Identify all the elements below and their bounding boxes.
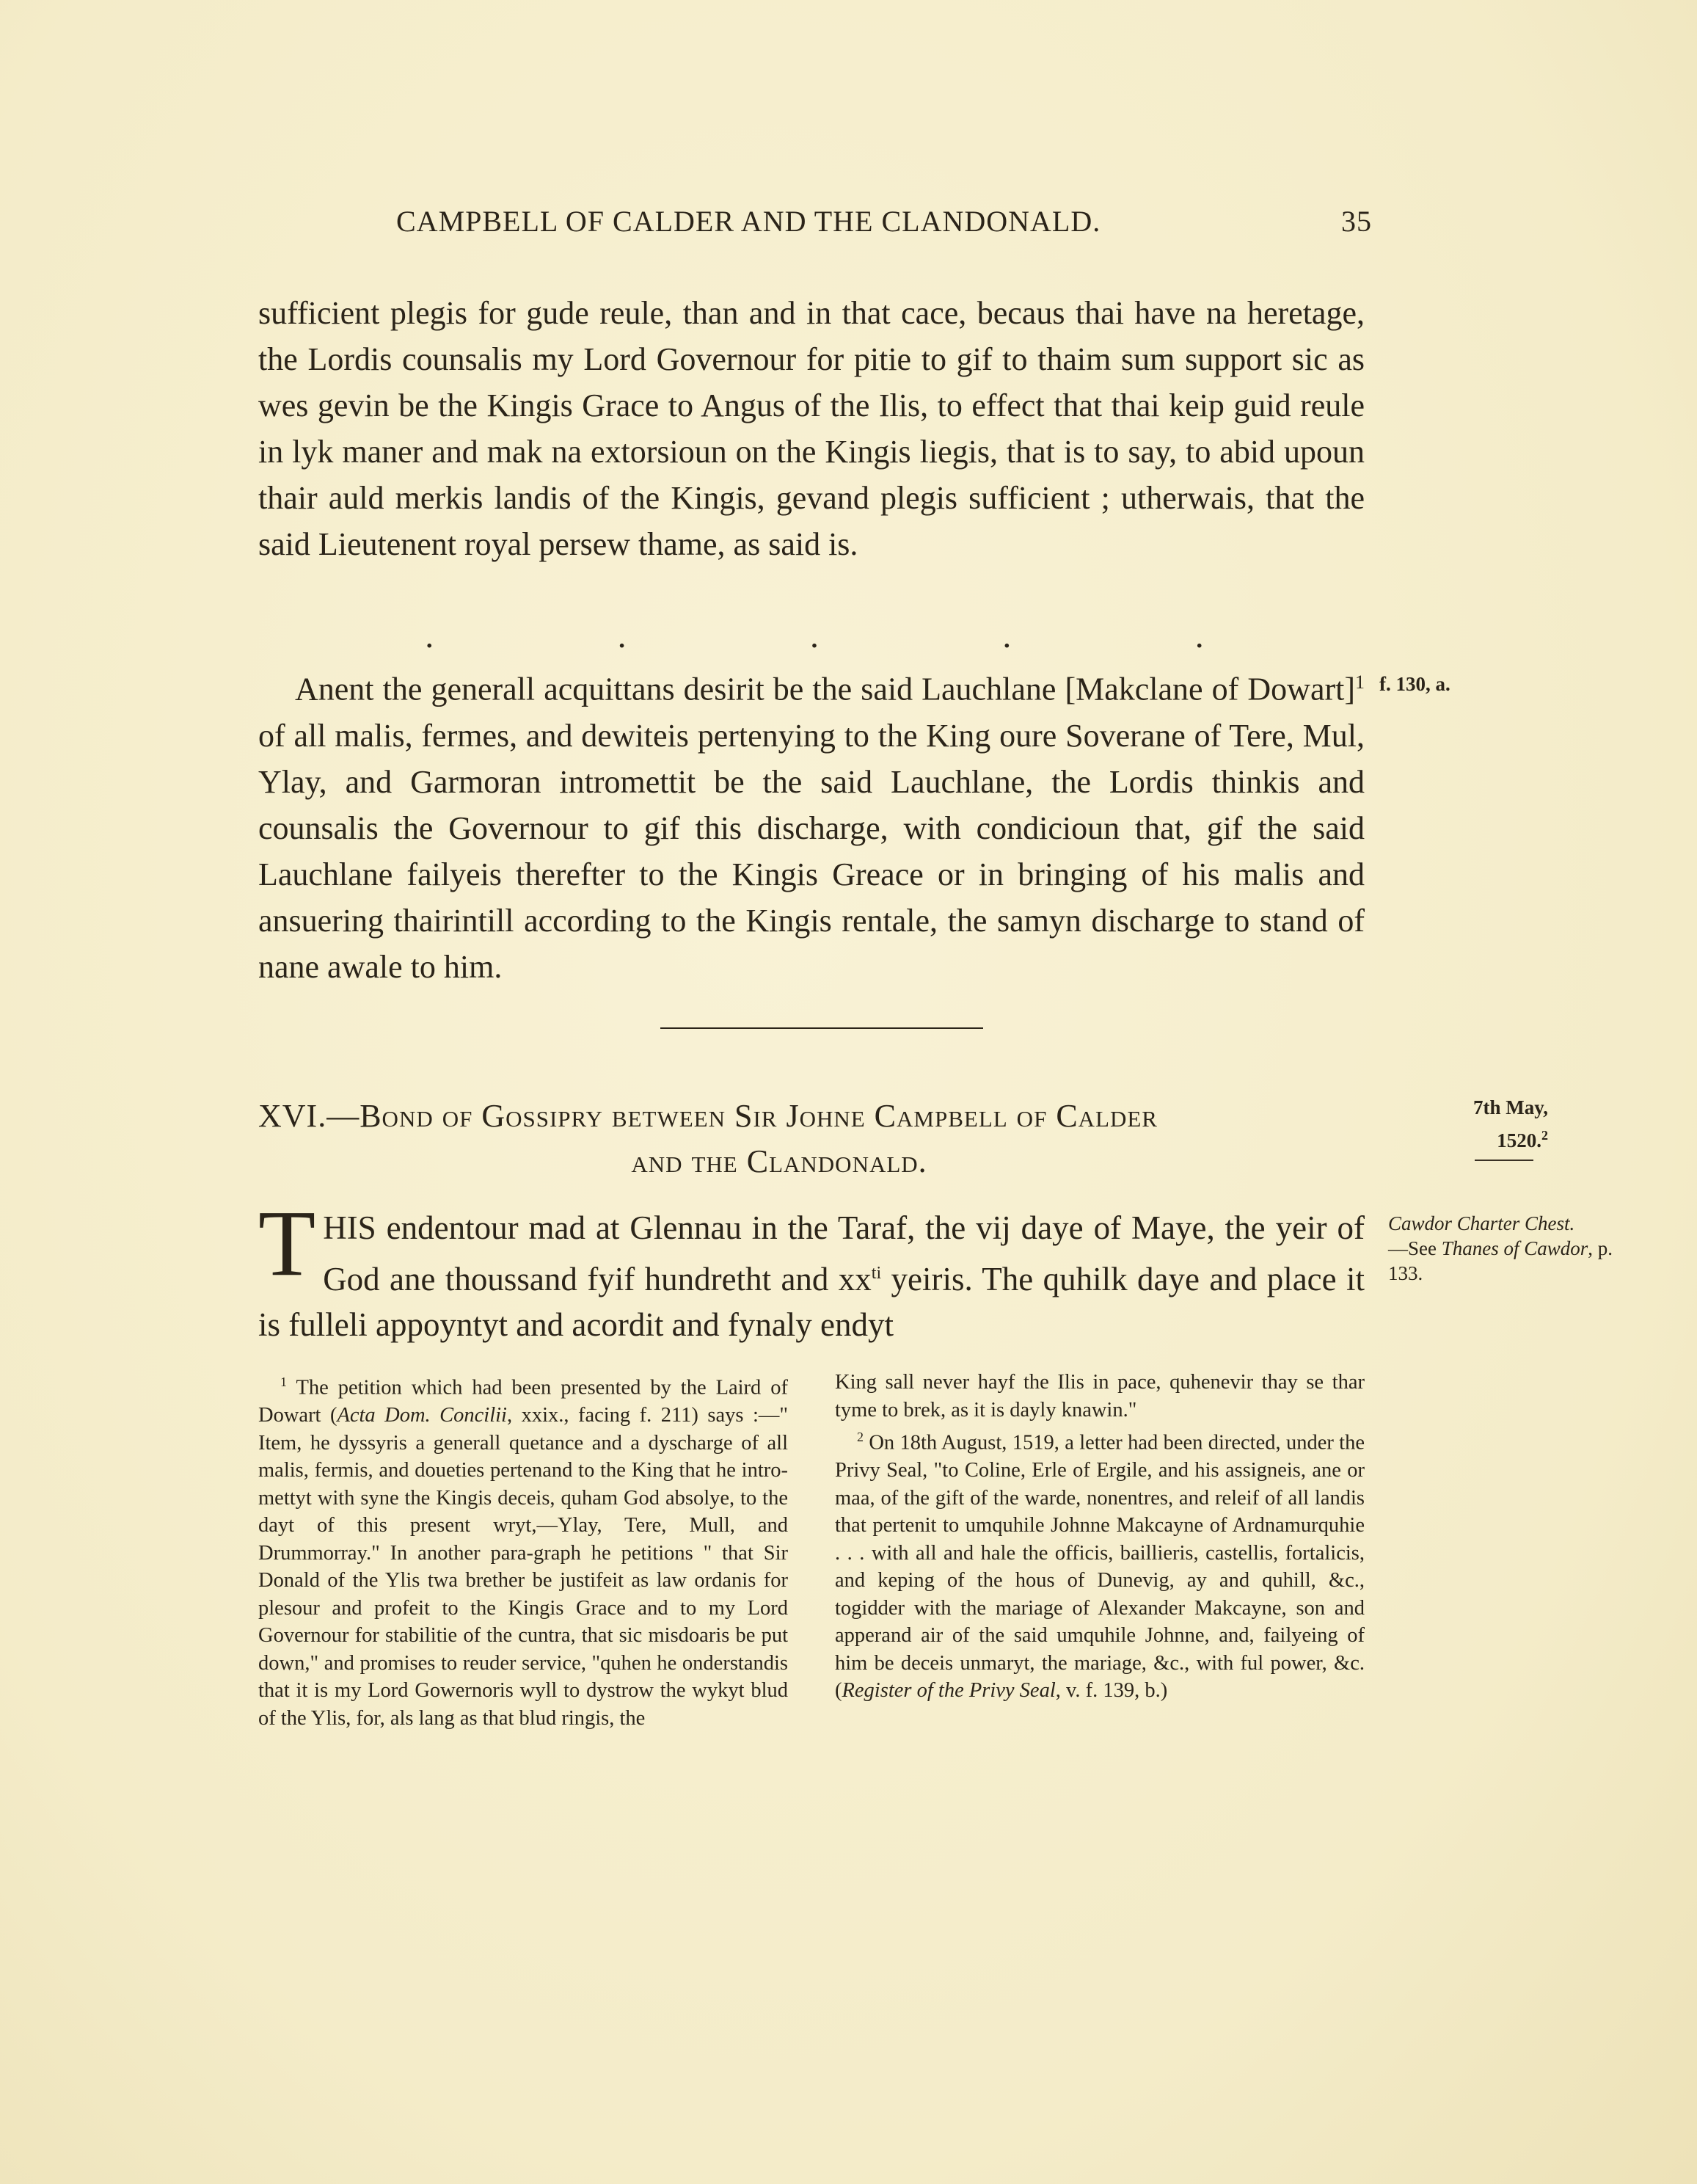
footnote-2-text: On 18th August, 1519, a letter had been directed, under the Privy Seal, "to Coline, Erle of Ergile, and his assigneis, ane or maa, of the gift of the warde, nonentres, and releif of all landis that pertenit to umquhile Johnne Makcayne of Ardnamurquhie . . . with all and hale the officis, baillieris, castellis, fortalicis, and keping of the hous of Dunevig, ay and quhill, &c., togidder with the mariage of Alexander Makcayne, son and apperand air of the said umquhile Johnne, and, failyeing of him be deceis unmaryt, the mariage, &c., with ful power, &c. ( [835, 1431, 1365, 1702]
running-head [257, 204, 1372, 245]
footnote-2-text-cont: , v. f. 139, b.) [1055, 1679, 1168, 1702]
heading-line-2: and the Clandonald. [631, 1143, 927, 1179]
body-paragraph-1: sufficient plegis for gude reule, than and in that cace, becaus thai have na heretage, the Lordis counsalis my Lord Governour for pitie to gif to thaim sum support sic as wes gevin be the Kingis Grace to Angus of the Ilis, to effect that thai keip guid reule in lyk maner and mak na extorsioun on the Kingis liegis, that is to say, to abid upoun thair auld merkis landis of the Kingis, gevand plegis sufficient ; utherwais, that the said Lieutenent royal persew thame, as said is. [258, 295, 1365, 562]
body-paragraph-2 [258, 659, 1365, 990]
footnote-ref-1[interactable]: 1 [1355, 671, 1365, 693]
dot: . [810, 627, 819, 653]
date-line-1: 7th May, [1472, 1096, 1548, 1118]
paragraph-text: Anent the generall acquittans desirit be the said Lauchlane [Makclane of Dowart] [295, 671, 1355, 707]
dot: . [1003, 627, 1011, 653]
drop-cap: T [258, 1191, 316, 1295]
running-title: CAMPBELL OF CALDER AND THE CLANDONALD. [396, 205, 1101, 238]
footnote-1-citation: Acta Dom. Concilii [337, 1404, 507, 1427]
dot: . [1195, 627, 1203, 653]
section-divider [660, 1027, 983, 1029]
source-see: —See [1388, 1237, 1442, 1259]
margin-date [1431, 1093, 1548, 1154]
footnotes [258, 1369, 1365, 1732]
superscript: ti [871, 1264, 882, 1283]
footnote-2-citation: Register of the Privy Seal [842, 1679, 1056, 1702]
footnote-2-number: 2 [857, 1430, 864, 1444]
footnote-2 [835, 1424, 1365, 1705]
source-title: Cawdor Charter Chest. [1388, 1212, 1575, 1234]
footnote-1-text: The petition which had been presented by the Laird of Dowart ( [258, 1376, 788, 1427]
source-book: Thanes of Cawdor [1441, 1237, 1588, 1259]
footnote-column-left [258, 1369, 788, 1732]
charter-text-b: yeiris. The quhilk daye and place it is fulleli appoyntyt and acordit and fynaly endyt [258, 1261, 1365, 1343]
charter-text [258, 1191, 1365, 1347]
charter-text-a: HIS endentour mad at Glennau in the Taraf, the vij daye of Maye, the yeir of God ane thoussand fyif hundretht and xx [323, 1209, 1365, 1297]
margin-folio: f. 130, a. [1379, 673, 1450, 695]
dot: . [618, 627, 626, 653]
section-heading [258, 1093, 1300, 1184]
page-number: 35 [1341, 205, 1372, 238]
footnote-ref-2[interactable]: 2 [1541, 1128, 1548, 1143]
footnote-column-right [835, 1369, 1365, 1732]
footnote-1 [258, 1369, 788, 1732]
margin-source [1388, 1211, 1616, 1286]
ellipsis-dots [426, 627, 1203, 653]
footnote-1-number: 1 [280, 1375, 287, 1389]
footnote-1-continuation: King sall never hayf the Ilis in pace, quhenevir thay se thar tyme to brek, as it is dayly knawin." [835, 1371, 1365, 1422]
dot: . [426, 627, 434, 653]
date-line-2 [1431, 1121, 1548, 1154]
footnote-1-text-cont: , xxix., facing f. 211) says :—" Item, he dyssyris a generall quetance and a dyscharge of all malis, fermis, and doueties pertenand to the King that he intro-mettyt with syne the Kingis deceis, quham God absolye, to the dayt of this present wryt,—Ylay, Tere, Mull, and Drummorray." In another para-graph he petitions " that Sir Donald of the Ylis twa brether be justifeit as law ordanis for plesour and profeit to the Kingis Grace and to my Lord Governour for stabilitie of the cuntra, that sic misdoaris be put down," and promises to reuder service, "quhen he onderstandis that it is my Lord Gowernoris wyll to dystrow the wykyt blud of the Ylis, for, als lang as that blud ringis, the [258, 1404, 788, 1730]
date-year: 1520. [1497, 1129, 1541, 1151]
source-page: , p. 133. [1388, 1237, 1613, 1284]
margin-date-rule [1475, 1160, 1533, 1161]
paragraph-text: of all malis, fermes, and dewiteis pertenying to the King oure Soverane of Tere, Mul, Ylay, and Garmoran intromettit be the said Lauchlane, the Lordis thinkis and counsalis the Governour to gif this discharge, with condicioun that, gif the said Lauchlane failyeis therefter to the Kingis Greace or in bringing of his malis and ansuering thairintill according to the Kingis rentale, the samyn discharge to stand of nane awale to him. [258, 717, 1365, 985]
heading-line-1: XVI.—Bond of Gossipry between Sir Johne Campbell of Calder [258, 1098, 1158, 1134]
